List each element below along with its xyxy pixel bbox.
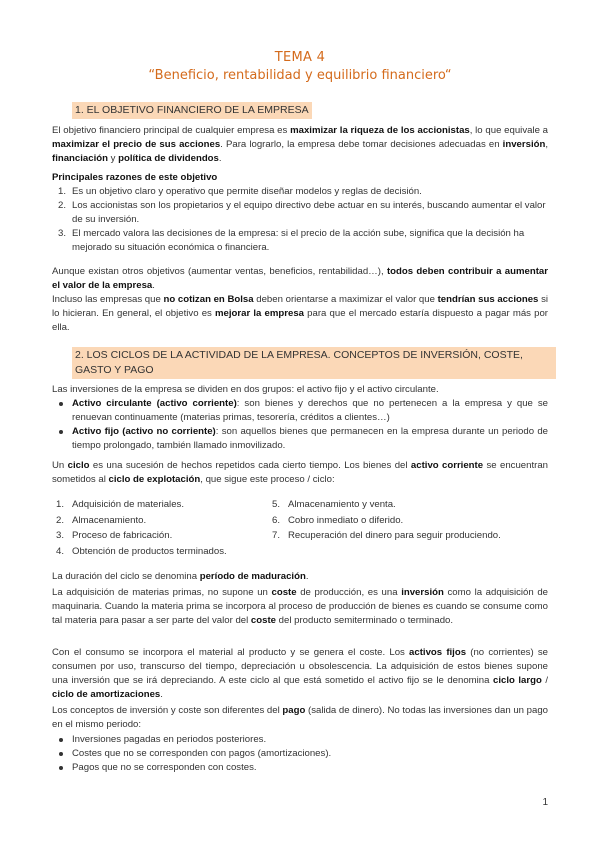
- conceptos-paragraph: Los conceptos de inversión y coste son diferentes del pago (salida de dinero). No todas las inversiones dan un pago en el mismo periodo:: [52, 705, 548, 730]
- bullet-item: Activo fijo (activo no corriente): son aquellos bienes que permanecen en la empresa durante un periodo de tiempo prolongado, también llamado inmovilizado.: [52, 425, 548, 453]
- list-text: Los accionistas son los propietarios y el equipo directivo debe actuar en su interés, buscando aumentar el valor de su inversión.: [72, 200, 546, 225]
- cycle-step: [52, 497, 262, 513]
- step-number: 2.: [56, 514, 65, 526]
- cycle-step: [52, 513, 262, 529]
- bold-text: coste: [271, 587, 297, 598]
- bold-text: pago: [282, 705, 306, 716]
- list-text: Es un objetivo claro y operativo que permite diseñar modelos y reglas de decisión.: [72, 186, 422, 197]
- bold-text: ciclo de explotación: [108, 474, 201, 485]
- bold-text: todos deben contribuir a aumentar el valor de la empresa: [52, 266, 548, 291]
- section-2-intro: Las inversiones de la empresa se dividen en dos grupos: el activo fijo y el activo circulante.: [52, 384, 439, 395]
- section-1-para2: Aunque existan otros objetivos (aumentar ventas, beneficios, rentabilidad…), todos deben contribuir a aumentar el valor de la empresa.: [52, 266, 548, 291]
- bullet-item: Pagos que no se corresponden con costes.: [52, 761, 548, 775]
- bold-text: ciclo: [67, 460, 90, 471]
- cycle-step: [268, 513, 548, 529]
- bold-text: Activo circulante (activo corriente): [72, 398, 237, 409]
- step-number: 1.: [56, 499, 65, 510]
- list-number: 2.: [58, 200, 67, 211]
- list-item: [52, 227, 548, 255]
- bold-text: financiación: [52, 153, 108, 164]
- cycle-steps-col2: [268, 497, 548, 544]
- bullet-dot-icon: [59, 430, 63, 434]
- bullet-dot-icon: [59, 766, 63, 770]
- adquisicion-paragraph: La adquisición de materias primas, no supone un coste de producción, es una inversión como la adquisición de maquinaria. Cuando la materia prima se incorpora al proceso de producción de bienes es cuando se consume como tal materia para pasar a ser parte del valor del coste del producto semiterminado o terminado.: [52, 587, 548, 626]
- bold-text: Activo fijo (activo no corriente): [72, 426, 216, 437]
- list-number: 3.: [58, 228, 67, 239]
- section-1-heading: 1. EL OBJETIVO FINANCIERO DE LA EMPRESA: [72, 102, 312, 119]
- step-number: 5.: [272, 499, 281, 510]
- consumo-paragraph: Con el consumo se incorpora el material al producto y se genera el coste. Los activos fijos (no corrientes) se consumen por uso, transcurso del tiempo, depreciación u obsolescencia. La adquisición de estos bienes supone una inversión que se irá depreciando. A este ciclo al que está sometido el activo fijo se le denomina ciclo largo / ciclo de amortizaciones.: [52, 647, 549, 700]
- bold-text: inversión: [502, 139, 546, 150]
- section-1-para3: Incluso las empresas que no cotizan en Bolsa deben orientarse a maximizar el valor que tendrían sus acciones si lo hicieran. En general, el objetivo es mejorar la empresa para que el mercado estaría dispuesto a pagar más por ella.: [52, 294, 549, 333]
- section-2-heading: 2. LOS CICLOS DE LA ACTIVIDAD DE LA EMPRESA. CONCEPTOS DE INVERSIÓN, COSTE, GASTO Y PAGO: [72, 347, 556, 379]
- step-number: 6.: [272, 514, 281, 526]
- reasons-list: [52, 185, 548, 255]
- bullet-dot-icon: [59, 402, 63, 406]
- cycle-step: [268, 528, 548, 544]
- bold-text: ciclo de amortizaciones: [52, 689, 161, 700]
- ciclo-paragraph: Un ciclo es una sucesión de hechos repetidos cada cierto tiempo. Los bienes del activo corriente se encuentran sometidos al ciclo de explotación, que sigue este proceso / ciclo:: [52, 460, 548, 485]
- duracion-paragraph: La duración del ciclo se denomina período de maduración.: [52, 571, 309, 582]
- doc-subtitle: “Beneficio, rentabilidad y equilibrio financiero“: [148, 68, 452, 83]
- cycle-step: [52, 528, 262, 544]
- step-number: 7.: [272, 530, 281, 541]
- bold-text: activos fijos: [409, 647, 467, 658]
- section-1-intro: El objetivo financiero principal de cualquier empresa es maximizar la riqueza de los accionistas, lo que equivale a maximizar el precio de sus acciones. Para lograrlo, la empresa debe tomar decisiones adecuadas en inversión, financiación y política de dividendos.: [52, 125, 549, 164]
- bold-text: coste: [250, 615, 276, 626]
- bold-text: activo corriente: [410, 460, 484, 471]
- bold-text: política de dividendos: [118, 153, 219, 164]
- bullet-item: Activo circulante (activo corriente): son bienes y derechos que no pertenecen a la empresa y que se renuevan continuamente (materias primas, tesorería, créditos a clientes…): [52, 397, 548, 425]
- step-text: Almacenamiento y venta.: [288, 499, 396, 510]
- list-number: 1.: [58, 186, 67, 197]
- page-number: 1: [542, 797, 548, 808]
- bold-text: maximizar la riqueza de los accionistas: [290, 125, 470, 136]
- step-number: 3.: [56, 530, 65, 541]
- cycle-step: [268, 497, 548, 513]
- bold-text: mejorar la empresa: [215, 308, 305, 319]
- list-item: [52, 199, 548, 227]
- step-text: Obtención de productos terminados.: [72, 545, 227, 557]
- list-text: El mercado valora las decisiones de la empresa: si el precio de la acción sube, significa que la decisión ha mejorado su situación económica o financiera.: [72, 228, 525, 253]
- bold-text: no cotizan en Bolsa: [163, 294, 254, 305]
- step-text: Adquisición de materiales.: [72, 499, 184, 510]
- cycle-step: [52, 544, 262, 560]
- step-text: Cobro inmediato o diferido.: [288, 514, 404, 526]
- cycle-steps-col1: [52, 497, 262, 559]
- bold-text: inversión: [401, 587, 444, 598]
- bullet-dot-icon: [59, 738, 63, 742]
- reasons-title: Principales razones de este objetivo: [52, 172, 218, 183]
- bullet-item: Inversiones pagadas en periodos posteriores.: [52, 733, 548, 747]
- bold-text: maximizar el precio de sus acciones: [52, 139, 221, 150]
- bold-text: tendrían sus acciones: [437, 294, 539, 305]
- step-text: Proceso de fabricación.: [72, 530, 173, 541]
- bold-text: período de maduración: [199, 571, 306, 582]
- step-text: Recuperación del dinero para seguir produciendo.: [288, 530, 501, 541]
- list-item: [52, 185, 548, 199]
- bold-text: ciclo largo: [492, 675, 542, 686]
- step-number: 4.: [56, 545, 65, 557]
- payment-bullets: [52, 733, 548, 775]
- doc-title: TEMA 4: [274, 50, 326, 65]
- activo-bullets: [52, 397, 548, 453]
- bullet-item: Costes que no se corresponden con pagos (amortizaciones).: [52, 747, 548, 761]
- step-text: Almacenamiento.: [72, 514, 147, 526]
- bullet-dot-icon: [59, 752, 63, 756]
